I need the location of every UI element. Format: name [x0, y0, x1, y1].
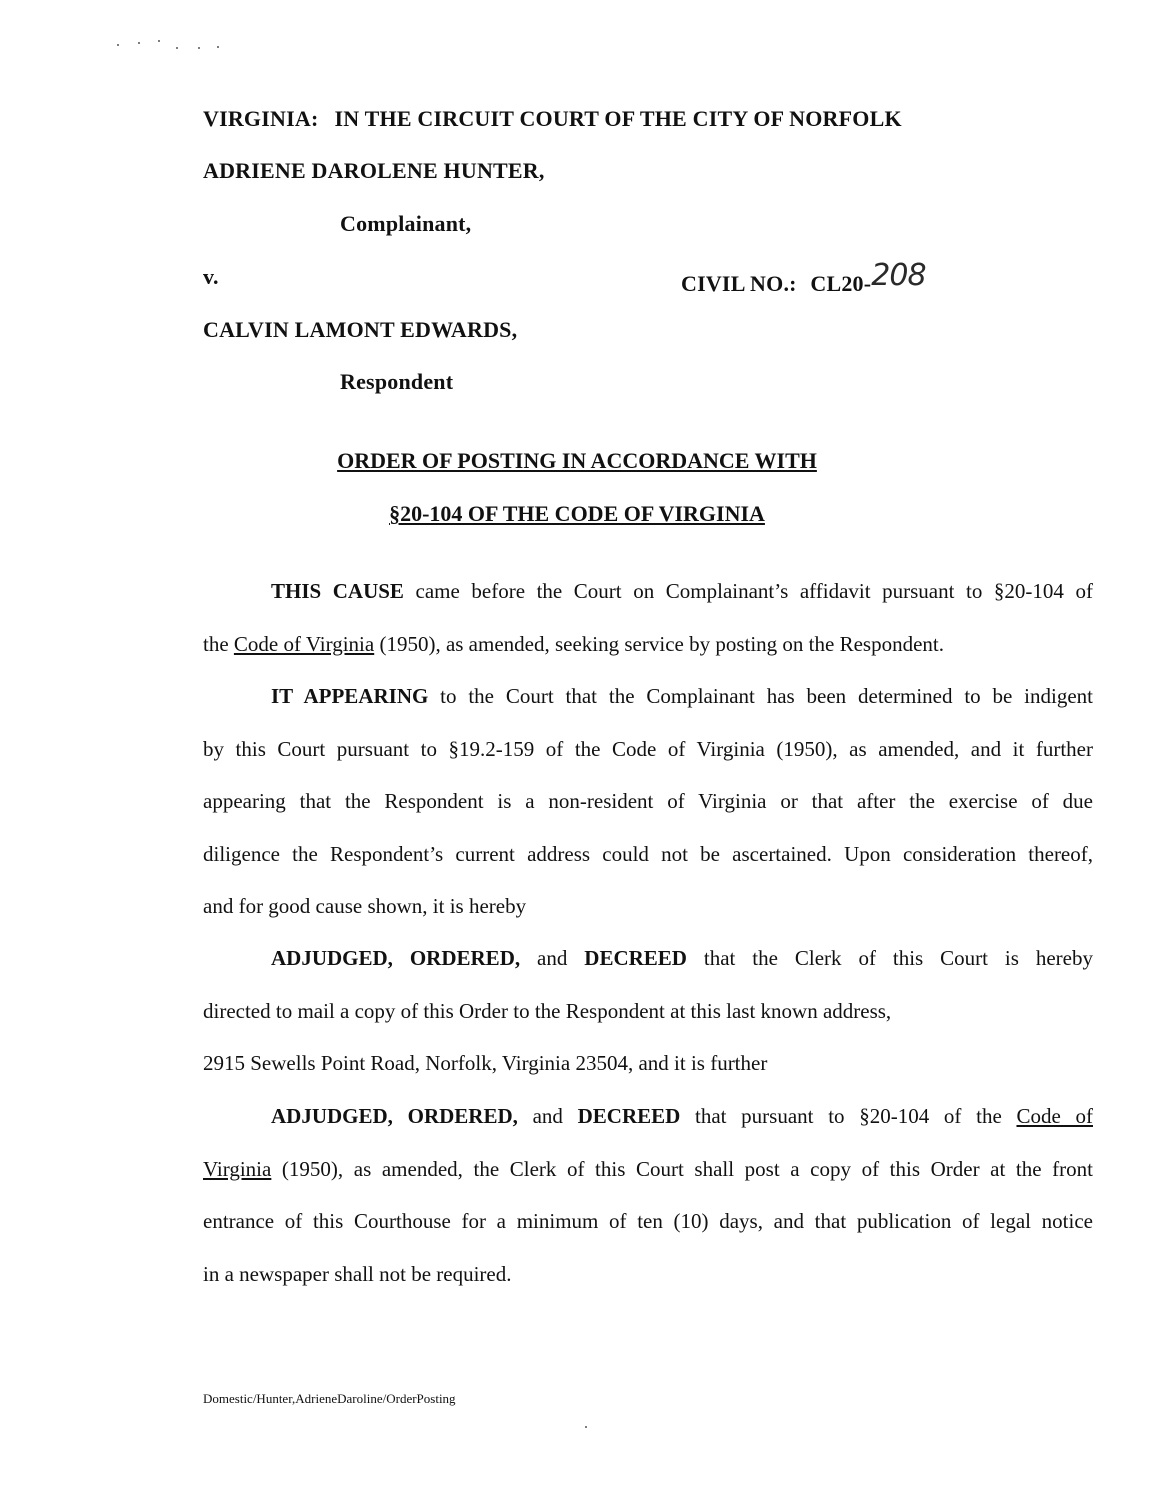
respondent-address: 2915 Sewells Point Road, Norfolk, Virginia 23504, and it is further — [203, 1051, 768, 1075]
court-line — [203, 106, 902, 132]
code-of-virginia-citation: Virginia — [203, 1156, 272, 1181]
paragraph-lead: THIS CAUSE — [271, 579, 404, 603]
paragraph-this-cause: THIS CAUSE came before the Court on Complainant’s affidavit pursuant to §20-104 of the Code of Virginia (1950), as amended, seeking service by posting on the Respondent. — [203, 579, 1093, 656]
court-state: VIRGINIA: — [203, 106, 319, 131]
scan-speck — [176, 47, 178, 49]
paragraph-lead: DECREED — [584, 946, 687, 970]
order-title-line-2: §20-104 OF THE CODE OF VIRGINIA — [389, 501, 765, 526]
respondent-name: CALVIN LAMONT EDWARDS, — [203, 317, 518, 342]
scan-speck — [158, 40, 160, 42]
paragraph-lead: IT APPEARING — [271, 684, 429, 708]
paragraph-lead: ADJUDGED, ORDERED, — [271, 946, 521, 970]
court-name: IN THE CIRCUIT COURT OF THE CITY OF NORFOLK — [334, 106, 902, 131]
paragraph-lead: DECREED — [577, 1104, 681, 1128]
code-of-virginia-citation: Code of Virginia — [233, 631, 375, 656]
scan-speck — [217, 46, 219, 48]
civil-number-prefix: CL20- — [810, 271, 872, 296]
civil-number-handwritten: 208 — [871, 258, 926, 293]
scan-speck — [585, 1426, 587, 1428]
order-title-line-1: ORDER OF POSTING IN ACCORDANCE WITH — [337, 448, 817, 473]
scan-speck — [138, 42, 140, 44]
paragraph-decree-post: ADJUDGED, ORDERED, and DECREED that pursuant to §20-104 of the Code of Virginia (1950), as amended, the Clerk of this Court shall post a copy of this Order at the front entrance of this Courthouse for a minimum of ten (10) days, and that publication of legal notice in a newspaper shall not be required. — [203, 1104, 1093, 1286]
complainant-label: Complainant, — [340, 211, 472, 236]
versus: v. — [203, 264, 219, 289]
paragraph-it-appearing: IT APPEARING to the Court that the Complainant has been determined to be indigent by this Court pursuant to §19.2-159 of the Code of Virginia (1950), as amended, and it further appearing that the Respondent is a non-resident of Virginia or that after the exercise of due diligence the Respondent’s current address could not be ascertained. Upon consideration thereof, and for good cause shown, it is hereby — [203, 684, 1093, 918]
civil-number-label: CIVIL NO.: — [681, 271, 797, 296]
paragraph-lead: ADJUDGED, ORDERED, — [271, 1104, 518, 1128]
scan-speck — [198, 47, 200, 49]
complainant-name: ADRIENE DAROLENE HUNTER, — [203, 158, 545, 183]
paragraph-decree-mail: ADJUDGED, ORDERED, and DECREED that the Clerk of this Court is hereby directed to mail a copy of this Order to the Respondent at this last known address, 2915 Sewells Point Road, Norfolk, Virginia 23504, and it is further — [203, 932, 1093, 1090]
document-path-footer: Domestic/Hunter,AdrieneDaroline/OrderPosting — [203, 1391, 456, 1406]
civil-number — [681, 258, 926, 299]
code-of-virginia-citation: Code of — [1016, 1104, 1093, 1128]
respondent-label: Respondent — [340, 369, 454, 394]
scan-speck — [117, 44, 119, 46]
